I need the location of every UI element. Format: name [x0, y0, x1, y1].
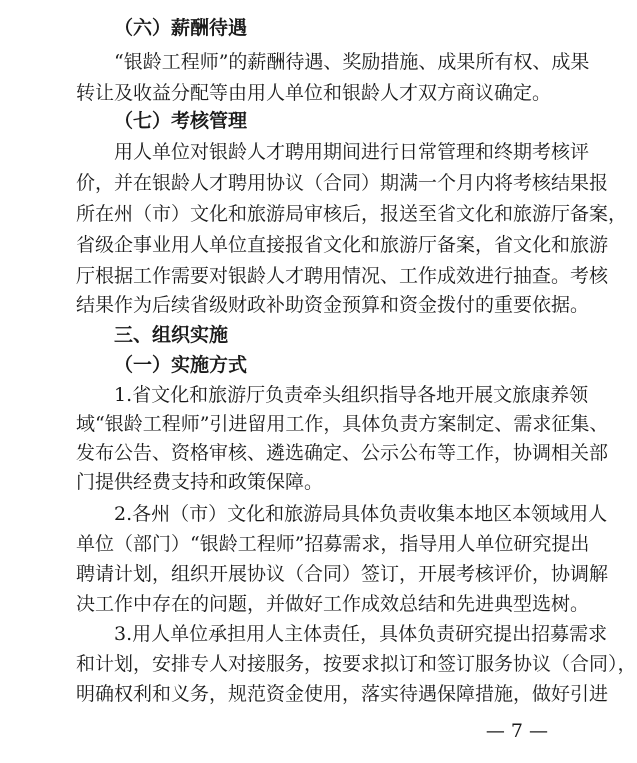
paragraph-line: 厅根据工作需要对银龄人才聘用情况、工作成效进行抽查。考核 [76, 265, 609, 287]
paragraph-line: 发布公告、资格审核、遴选确定、公示公布等工作，协调相关部 [76, 442, 609, 464]
paragraph-line: 明确权利和义务，规范资金使用，落实待遇保障措施，做好引进 [76, 683, 609, 705]
section-heading-assessment: （七）考核管理 [114, 110, 248, 132]
page-number: — 7 — [485, 720, 548, 742]
section-heading-salary: （六）薪酬待遇 [114, 17, 248, 39]
paragraph-line: 和计划，安排专人对接服务，按要求拟订和签订服务协议（合同）， [76, 653, 637, 675]
paragraph-line: 用人单位对银龄人才聘用期间进行日常管理和终期考核评 [114, 141, 590, 163]
paragraph-line: 所在州（市）文化和旅游局审核后，报送至省文化和旅游厅备案， [76, 203, 628, 225]
paragraph-line: “银龄工程师”的薪酬待遇、奖励措施、成果所有权、成果 [114, 51, 590, 73]
paragraph-line: 域“银龄工程师”引进留用工作，具体负责方案制定、需求征集、 [76, 413, 609, 435]
paragraph-line: 1.省文化和旅游厅负责牵头组织指导各地开展文旅康养领 [114, 384, 589, 406]
paragraph-line: 决工作中存在的问题，并做好工作成效总结和先进典型选树。 [76, 593, 590, 615]
paragraph-line: 2.各州（市）文化和旅游局具体负责收集本地区本领域用人 [114, 503, 608, 525]
paragraph-line: 价，并在银龄人才聘用协议（合同）期满一个月内将考核结果报 [76, 172, 609, 194]
paragraph-line: 结果作为后续省级财政补助资金预算和资金拨付的重要依据。 [76, 294, 590, 316]
part-heading-implementation: 三、组织实施 [114, 324, 229, 346]
paragraph-line: 3.用人单位承担用人主体责任，具体负责研究提出招募需求 [114, 623, 608, 645]
paragraph-line: 聘请计划，组织开展协议（合同）签订，开展考核评价，协调解 [76, 563, 609, 585]
paragraph-line: 转让及收益分配等由用人单位和银龄人才双方商议确定。 [76, 82, 552, 104]
paragraph-line: 单位（部门）“银龄工程师”招募需求，指导用人单位研究提出 [76, 533, 590, 555]
paragraph-line: 省级企事业用人单位直接报省文化和旅游厅备案，省文化和旅游 [76, 234, 609, 256]
paragraph-line: 门提供经费支持和政策保障。 [76, 471, 324, 493]
sub-heading-implementation-method: （一）实施方式 [114, 354, 248, 376]
